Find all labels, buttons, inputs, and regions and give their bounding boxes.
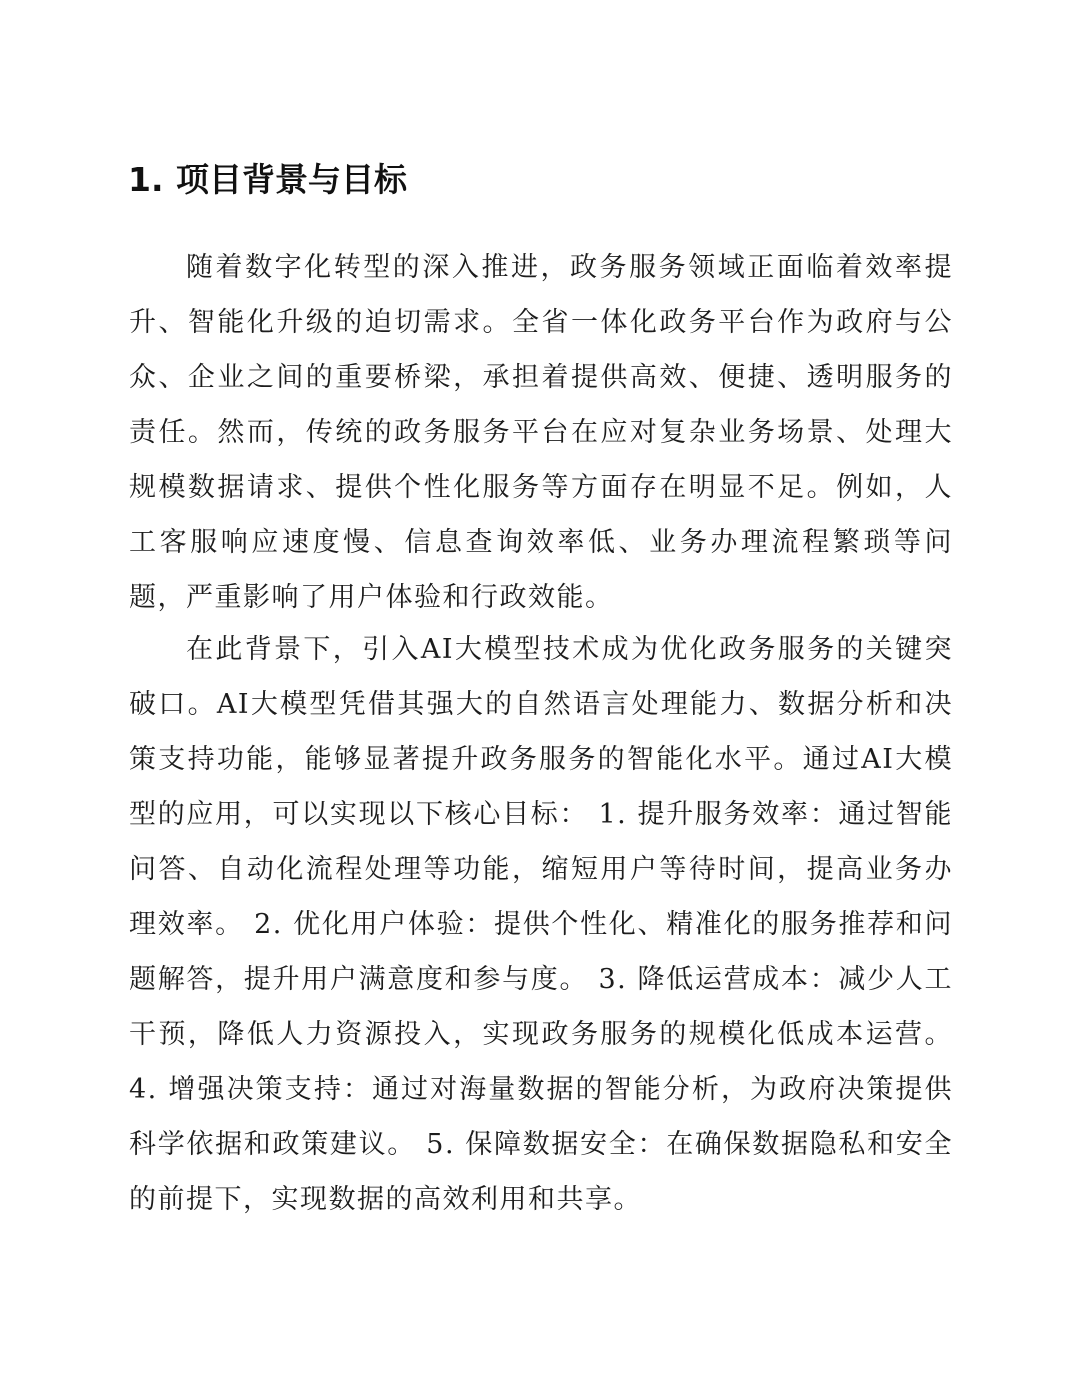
section-number: 1. — [128, 160, 164, 199]
section-title: 项目背景与目标 — [176, 160, 407, 199]
paragraph-background: 随着数字化转型的深入推进，政务服务领域正面临着效率提升、智能化升级的迫切需求。全省一体化政务平台作为政府与公众、企业之间的重要桥梁，承担着提供高效、便捷、透明服务的责任。然而，传统的政务服务平台在应对复杂业务场景、处理大规模数据请求、提供个性化服务等方面存在明显不足。例如，人工客服响应速度慢、信息查询效率低、业务办理流程繁琐等问题，严重影响了用户体验和行政效能。 — [129, 252, 953, 613]
section-heading — [128, 155, 407, 205]
paragraph-objectives: 在此背景下，引入AI大模型技术成为优化政务服务的关键突破口。AI大模型凭借其强大的自然语言处理能力、数据分析和决策支持功能，能够显著提升政务服务的智能化水平。通过AI大模型的应用，可以实现以下核心目标： 1. 提升服务效率：通过智能问答、自动化流程处理等功能，缩短用户等待时间，提高业务办理效率。 2. 优化用户体验：提供个性化、精准化的服务推荐和问题解答，提升用户满意度和参与度。 3. 降低运营成本：减少人工干预，降低人力资源投入，实现政务服务的规模化低成本运营。 4. 增强决策支持：通过对海量数据的智能分析，为政府决策提供科学依据和政策建议。 5. 保障数据安全：在确保数据隐私和安全的前提下，实现数据的高效利用和共享。 — [129, 634, 953, 1215]
